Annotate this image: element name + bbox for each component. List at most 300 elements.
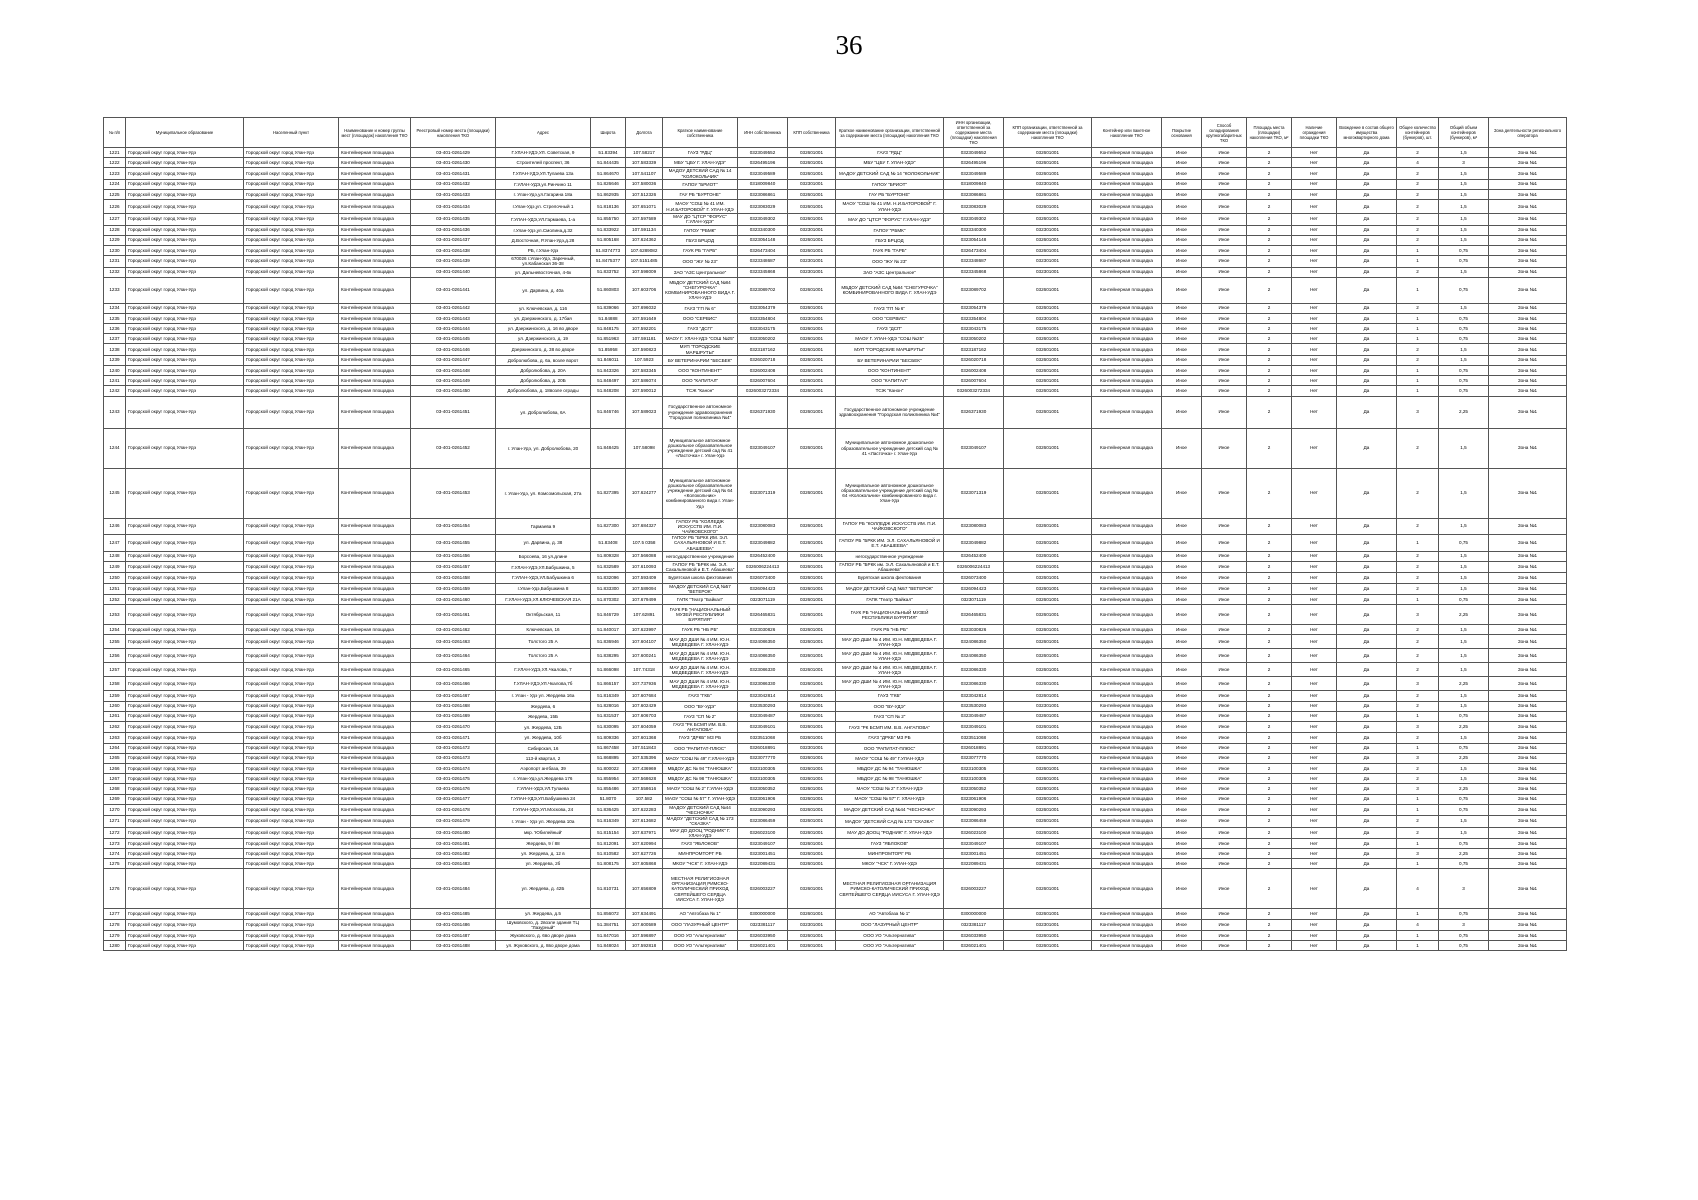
table-cell: 03-401-0261436 bbox=[411, 225, 496, 235]
table-cell: 1279 bbox=[104, 931, 126, 941]
table-cell: 1255 bbox=[104, 635, 126, 649]
table-cell: Зона №1 bbox=[1489, 733, 1567, 743]
table-cell: 4 bbox=[1397, 869, 1439, 909]
table-cell: 0,75 bbox=[1439, 804, 1489, 815]
table-cell: ГАПОУ РБ "БРКК им. Э.Л. Сахальяновой и Е.Т. Абашеева" bbox=[663, 562, 738, 573]
table-cell: 107.511843 bbox=[626, 743, 663, 753]
table-cell: 2 bbox=[1247, 663, 1292, 677]
table-cell: 1253 bbox=[104, 605, 126, 625]
table-cell: ГАУК РБ "НАЦИОНАЛЬНЫЙ МУЗЕЙ РЕСПУБЛИКИ БУРЯТИЯ" bbox=[836, 605, 944, 625]
table-cell: 03-401-0261470 bbox=[411, 721, 496, 732]
table-row bbox=[104, 784, 1567, 794]
table-cell: 1222 bbox=[104, 158, 126, 168]
table-cell: 032601001 bbox=[1004, 200, 1092, 214]
table-cell: Городской округ город Улан-Удэ bbox=[244, 691, 339, 701]
column-header: ИНН собственника bbox=[738, 118, 788, 148]
table-cell: 51.855750 bbox=[591, 214, 626, 225]
table-cell: Контейнерная площадка bbox=[1092, 849, 1162, 859]
table-cell: 0323086459 bbox=[738, 816, 788, 827]
table-cell: 03-401-0261479 bbox=[411, 816, 496, 827]
table-cell: Бурятская школа фехтования bbox=[663, 573, 738, 583]
table-cell: Да bbox=[1337, 649, 1397, 663]
table-cell: 51.848497 bbox=[591, 376, 626, 386]
table-row bbox=[104, 386, 1567, 396]
table-cell: МАУ ДО ДООЦ "РОДНИК" Г. УЛАН-УДЭ bbox=[836, 827, 944, 838]
table-cell: 0323001451 bbox=[738, 849, 788, 859]
table-cell: 0323030826 bbox=[944, 625, 1004, 635]
table-cell: 1268 bbox=[104, 784, 126, 794]
table-cell: Да bbox=[1337, 179, 1397, 189]
table-cell: Городской округ город Улан-Удэ bbox=[126, 595, 244, 605]
table-cell: 0326020718 bbox=[738, 355, 788, 365]
table-cell: 51.384751 bbox=[591, 919, 626, 930]
table-cell: Контейнерная площадка bbox=[1092, 733, 1162, 743]
table-cell: Зона №1 bbox=[1489, 334, 1567, 344]
table-cell: Зона №1 bbox=[1489, 691, 1567, 701]
table-cell: Городской округ город Улан-Удэ bbox=[244, 168, 339, 179]
table-cell: Зона №1 bbox=[1489, 245, 1567, 255]
table-cell: Нет bbox=[1292, 179, 1337, 189]
table-cell: 032301001 bbox=[1004, 701, 1092, 711]
table-cell: Контейнерная площадка bbox=[339, 303, 411, 313]
table-cell: 3 bbox=[1397, 721, 1439, 732]
table-cell: Городской округ город Улан-Удэ bbox=[126, 649, 244, 663]
table-cell: Городской округ город Улан-Удэ bbox=[244, 386, 339, 396]
table-cell: Иное bbox=[1162, 804, 1202, 815]
table-row bbox=[104, 753, 1567, 763]
table-cell: МАДОУ "ДЕТСКИЙ САД № 173 "СКАЗКА" bbox=[836, 816, 944, 827]
table-cell: Контейнерная площадка bbox=[339, 701, 411, 711]
table-row bbox=[104, 148, 1567, 158]
table-cell: Иное bbox=[1162, 794, 1202, 804]
table-cell: 0326473404 bbox=[944, 245, 1004, 255]
table-cell: Нет bbox=[1292, 763, 1337, 773]
table-cell: Нет bbox=[1292, 535, 1337, 552]
table-cell: 032601001 bbox=[788, 518, 836, 535]
table-cell: Иное bbox=[1202, 743, 1247, 753]
table-cell: Контейнерная площадка bbox=[1092, 168, 1162, 179]
table-cell: Иное bbox=[1162, 214, 1202, 225]
table-cell: Контейнерная площадка bbox=[339, 753, 411, 763]
table-cell: Нет bbox=[1292, 919, 1337, 930]
table-cell: 03-401-0261430 bbox=[411, 158, 496, 168]
table-cell: 107.606703 bbox=[626, 711, 663, 721]
table-cell: Иное bbox=[1162, 605, 1202, 625]
table-cell: Контейнерная площадка bbox=[339, 573, 411, 583]
table-cell: Иное bbox=[1202, 562, 1247, 573]
table-cell: Да bbox=[1337, 931, 1397, 941]
table-cell: 032601001 bbox=[788, 625, 836, 635]
table-cell: Контейнерная площадка bbox=[339, 711, 411, 721]
table-cell: 107.5151485 bbox=[626, 256, 663, 267]
table-cell: 032601001 bbox=[788, 649, 836, 663]
table-cell: МИНПРОМТОРГ РБ bbox=[663, 849, 738, 859]
table-cell: Иное bbox=[1162, 562, 1202, 573]
table-cell: Городской округ город Улан-Удэ bbox=[126, 859, 244, 869]
table-cell: 0,75 bbox=[1439, 313, 1489, 323]
table-cell: 032601001 bbox=[788, 214, 836, 225]
table-cell: 1233 bbox=[104, 277, 126, 303]
table-cell: Городской округ город Улан-Удэ bbox=[126, 256, 244, 267]
table-cell: 107.605868 bbox=[626, 859, 663, 869]
table-cell: ГАУЗ "ДСП" bbox=[836, 324, 944, 334]
table-cell: Нет bbox=[1292, 743, 1337, 753]
table-cell: 032601001 bbox=[788, 366, 836, 376]
table-cell: 107.590012 bbox=[626, 386, 663, 396]
table-cell: ЗАО "АЗС Центральное" bbox=[663, 267, 738, 277]
table-cell: 1261 bbox=[104, 711, 126, 721]
table-cell: Жердева, 15Б bbox=[496, 711, 591, 721]
table-cell: Иное bbox=[1202, 774, 1247, 784]
table-cell: 0326073400 bbox=[738, 573, 788, 583]
table-cell: 0323077770 bbox=[738, 753, 788, 763]
table-cell: 1240 bbox=[104, 366, 126, 376]
table-cell: 2 bbox=[1247, 535, 1292, 552]
table-cell: 0323054379 bbox=[738, 303, 788, 313]
table-cell: 0323080083 bbox=[944, 518, 1004, 535]
table-cell: 03-401-0261444 bbox=[411, 324, 496, 334]
table-cell: Иное bbox=[1202, 468, 1247, 518]
table-cell: Да bbox=[1337, 816, 1397, 827]
table-cell: Да bbox=[1337, 711, 1397, 721]
table-cell: Иное bbox=[1162, 468, 1202, 518]
table-cell: Контейнерная площадка bbox=[339, 313, 411, 323]
table-cell: Городской округ город Улан-Удэ bbox=[126, 468, 244, 518]
table-cell: Иное bbox=[1202, 366, 1247, 376]
table-cell: МЕСТНАЯ РЕЛИГИОЗНАЯ ОРГАНИЗАЦИЯ РИМСКО-КАТОЛИЧЕСКИЙ ПРИХОД СВЯТЕЙШЕГО СЕРДЦА ИИСУСА Г. УЛАН-УДЭ bbox=[663, 869, 738, 909]
table-cell: 0323043175 bbox=[944, 324, 1004, 334]
table-cell: Городской округ город Улан-Удэ bbox=[244, 743, 339, 753]
table-cell: 03-401-0261473 bbox=[411, 753, 496, 763]
table-cell: 2 bbox=[1397, 635, 1439, 649]
table-cell: 0323050352 bbox=[738, 784, 788, 794]
table-row bbox=[104, 277, 1567, 303]
table-cell: ГАУК РБ "НБ РБ" bbox=[663, 625, 738, 635]
table-cell: 2 bbox=[1247, 784, 1292, 794]
table-cell: Городской округ город Улан-Удэ bbox=[126, 518, 244, 535]
table-cell: 1,5 bbox=[1439, 816, 1489, 827]
table-cell: 107.591134 bbox=[626, 225, 663, 235]
table-cell: Иное bbox=[1162, 663, 1202, 677]
table-cell: Нет bbox=[1292, 245, 1337, 255]
table-cell: 2 bbox=[1397, 344, 1439, 355]
table-cell: Да bbox=[1337, 235, 1397, 245]
table-cell: Городской округ город Улан-Удэ bbox=[126, 225, 244, 235]
table-cell: МАУ ДО ДООЦ "РОДНИК" Г. УЛАН-УДЭ bbox=[663, 827, 738, 838]
table-cell: Контейнерная площадка bbox=[1092, 344, 1162, 355]
table-cell: 0,75 bbox=[1439, 245, 1489, 255]
table-cell: Городской округ город Улан-Удэ bbox=[126, 794, 244, 804]
table-cell: 032601001 bbox=[788, 849, 836, 859]
table-cell: 0323054148 bbox=[944, 235, 1004, 245]
table-cell: Городской округ город Улан-Удэ bbox=[244, 334, 339, 344]
table-cell: Иное bbox=[1162, 691, 1202, 701]
table-cell: Да bbox=[1337, 245, 1397, 255]
table-cell: 0,75 bbox=[1439, 941, 1489, 951]
table-cell: МАДОУ "ДЕТСКИЙ САД № 173 "СКАЗКА" bbox=[663, 816, 738, 827]
table-cell: 03-401-0261483 bbox=[411, 859, 496, 869]
table-cell: Иное bbox=[1202, 303, 1247, 313]
table-cell: Иное bbox=[1202, 753, 1247, 763]
table-row bbox=[104, 256, 1567, 267]
table-cell: МУП "ГОРОДСКИЕ МАРШРУТЫ" bbox=[836, 344, 944, 355]
table-cell: ул. Дарвина, д. 40а bbox=[496, 277, 591, 303]
table-cell: 51.866157 bbox=[591, 677, 626, 691]
table-cell: Иное bbox=[1162, 158, 1202, 168]
table-cell: 032301001 bbox=[788, 267, 836, 277]
table-cell: Г.УЛАН-УДЭ,УЛ.Гармаева, 1-а bbox=[496, 214, 591, 225]
column-header: ИНН организации, ответственной за содержание места (площадки) накопления ТКО bbox=[944, 118, 1004, 148]
table-cell: 0326495196 bbox=[738, 158, 788, 168]
table-cell: Зона №1 bbox=[1489, 214, 1567, 225]
table-cell: Контейнерная площадка bbox=[1092, 573, 1162, 583]
table-cell: 1,5 bbox=[1439, 551, 1489, 561]
table-cell: 0323345868 bbox=[738, 267, 788, 277]
table-cell: 032601001 bbox=[1004, 235, 1092, 245]
table-cell: 51.800022 bbox=[591, 763, 626, 773]
table-cell: Городской округ город Улан-Удэ bbox=[126, 334, 244, 344]
table-cell: Зона №1 bbox=[1489, 583, 1567, 594]
table-cell: ТСЖ "Канон" bbox=[836, 386, 944, 396]
table-cell: 0,75 bbox=[1439, 386, 1489, 396]
table-cell: Иное bbox=[1202, 179, 1247, 189]
table-cell: Г.УЛАН-УДЭ,УЛ. Советская, 9 bbox=[496, 148, 591, 158]
table-cell: Иное bbox=[1162, 869, 1202, 909]
table-cell: 1 bbox=[1397, 711, 1439, 721]
table-cell: Иное bbox=[1162, 179, 1202, 189]
table-cell: 0326007604 bbox=[738, 376, 788, 386]
table-cell: МБУ "ЦБУ Г. УЛАН-УДЭ" bbox=[836, 158, 944, 168]
table-cell: МАУ ДО "ЦТСР "ФОРУС" Г.УЛАН-УДЭ" bbox=[836, 214, 944, 225]
table-row bbox=[104, 743, 1567, 753]
table-cell: МБДОУ ДЕТСКИЙ САД №84 "СНЕГУРОЧКА" КОМБИНИРОВАННОГО ВИДА Г. УЛАН-УДЭ bbox=[663, 277, 738, 303]
table-cell: ГАУЗ "ГКБ" bbox=[663, 691, 738, 701]
table-cell: 1,5 bbox=[1439, 428, 1489, 468]
table-cell: 1,5 bbox=[1439, 214, 1489, 225]
table-cell: ул. Жердева, 2б bbox=[496, 859, 591, 869]
table-cell: Г.УЛАН-УДЭ,УЛ.Бабушкина 6 bbox=[496, 573, 591, 583]
table-cell: Городской округ город Улан-Удэ bbox=[244, 376, 339, 386]
table-cell: Иное bbox=[1162, 428, 1202, 468]
table-cell: 107.58098 bbox=[626, 428, 663, 468]
table-cell: ООО "КОНТИНЕНТ" bbox=[836, 366, 944, 376]
table-cell: 0323071119 bbox=[738, 595, 788, 605]
table-cell: Г.УЛАН-УДЭ,УЛ.КЛЮЧЕВСКАЯ 21А bbox=[496, 595, 591, 605]
table-cell: 032601001 bbox=[1004, 663, 1092, 677]
column-header: Покрытие основания bbox=[1162, 118, 1202, 148]
table-cell: 1258 bbox=[104, 677, 126, 691]
table-cell: 032601001 bbox=[788, 931, 836, 941]
table-cell: 03-401-0261488 bbox=[411, 941, 496, 951]
table-cell: Контейнерная площадка bbox=[339, 721, 411, 732]
table-cell: 1231 bbox=[104, 256, 126, 267]
table-cell: Городской округ город Улан-Удэ bbox=[126, 562, 244, 573]
table-cell: 2,25 bbox=[1439, 721, 1489, 732]
table-cell: ООО "КОНТИНЕНТ" bbox=[663, 366, 738, 376]
table-cell: ГАУЗ "РДЦ" bbox=[663, 148, 738, 158]
table-cell: 51.832096 bbox=[591, 573, 626, 583]
table-cell: 2 bbox=[1247, 743, 1292, 753]
table-cell: 51.846746 bbox=[591, 396, 626, 428]
table-cell: Городской округ город Улан-Удэ bbox=[244, 721, 339, 732]
table-cell: 107.596897 bbox=[626, 931, 663, 941]
table-cell: 2 bbox=[1247, 158, 1292, 168]
table-cell: 03-401-0261486 bbox=[411, 919, 496, 930]
table-cell: 0324086350 bbox=[944, 649, 1004, 663]
table-cell: 1 bbox=[1397, 838, 1439, 848]
table-cell: Городской округ город Улан-Удэ bbox=[244, 148, 339, 158]
table-cell: 51.843326 bbox=[591, 366, 626, 376]
table-row bbox=[104, 396, 1567, 428]
table-cell: Контейнерная площадка bbox=[339, 649, 411, 663]
table-cell: 107.583339 bbox=[626, 158, 663, 168]
table-cell: Да bbox=[1337, 551, 1397, 561]
table-cell: МБДОУ ДС № 94 "ТАНЮШКА" bbox=[836, 763, 944, 773]
table-cell: 51.810582 bbox=[591, 849, 626, 859]
table-cell: 03-401-0261439 bbox=[411, 256, 496, 267]
table-cell: 2,25 bbox=[1439, 753, 1489, 763]
table-cell: Иное bbox=[1202, 595, 1247, 605]
table-cell: Городской округ город Улан-Удэ bbox=[126, 816, 244, 827]
table-cell: 0,75 bbox=[1439, 366, 1489, 376]
table-cell: ГАУЗ "ГП № 6" bbox=[836, 303, 944, 313]
table-cell: Зона №1 bbox=[1489, 909, 1567, 919]
table-cell: Зона №1 bbox=[1489, 721, 1567, 732]
table-cell: Городской округ город Улан-Удэ bbox=[244, 551, 339, 561]
table-cell: Иное bbox=[1202, 721, 1247, 732]
table-cell: Да bbox=[1337, 366, 1397, 376]
table-cell: 032601001 bbox=[1004, 941, 1092, 951]
table-cell: Нет bbox=[1292, 366, 1337, 376]
table-cell: 1,5 bbox=[1439, 733, 1489, 743]
table-cell: Да bbox=[1337, 386, 1397, 396]
table-cell: 51.83394 bbox=[591, 148, 626, 158]
table-cell: ГАПОУ "РБМК" bbox=[663, 225, 738, 235]
table-cell: 107.74318 bbox=[626, 663, 663, 677]
table-cell: 2 bbox=[1247, 256, 1292, 267]
table-cell: 0323100305 bbox=[944, 774, 1004, 784]
table-cell: Контейнерная площадка bbox=[339, 324, 411, 334]
table-cell: Нет bbox=[1292, 386, 1337, 396]
table-cell: Иное bbox=[1202, 324, 1247, 334]
table-cell: 0323050352 bbox=[944, 784, 1004, 794]
table-cell: Иное bbox=[1162, 386, 1202, 396]
table-cell: 1 bbox=[1397, 941, 1439, 951]
table-cell: Да bbox=[1337, 573, 1397, 583]
table-cell: 1251 bbox=[104, 583, 126, 594]
table-cell: 1238 bbox=[104, 344, 126, 355]
table-cell: Иное bbox=[1202, 158, 1247, 168]
table-cell: Городской округ город Улан-Удэ bbox=[244, 763, 339, 773]
table-cell: Городской округ город Улан-Удэ bbox=[126, 711, 244, 721]
table-cell: 03-401-0261468 bbox=[411, 701, 496, 711]
table-cell: 1,5 bbox=[1439, 518, 1489, 535]
table-cell: 1 bbox=[1397, 277, 1439, 303]
table-cell: 0323090293 bbox=[944, 804, 1004, 815]
table-cell: 1,5 bbox=[1439, 583, 1489, 594]
table-cell: Нет bbox=[1292, 518, 1337, 535]
table-cell: Городской округ город Улан-Удэ bbox=[126, 324, 244, 334]
table-cell: Иное bbox=[1162, 225, 1202, 235]
table-row bbox=[104, 625, 1567, 635]
table-cell: Иное bbox=[1162, 838, 1202, 848]
table-cell: 032601001 bbox=[788, 303, 836, 313]
column-header: Адрес bbox=[496, 118, 591, 148]
table-cell: ул. Добролюбова, 6А bbox=[496, 396, 591, 428]
table-cell: Иное bbox=[1202, 200, 1247, 214]
table-cell: Городской округ город Улан-Удэ bbox=[244, 733, 339, 743]
table-cell: Добролюбова, д. 18возле ограды bbox=[496, 386, 591, 396]
table-cell: 03-401-0261441 bbox=[411, 277, 496, 303]
table-cell: 1,5 bbox=[1439, 625, 1489, 635]
table-cell: 1,5 bbox=[1439, 267, 1489, 277]
table-cell: 3 bbox=[1397, 784, 1439, 794]
table-cell: 032601001 bbox=[788, 941, 836, 951]
table-cell: Городской округ город Улан-Удэ bbox=[126, 376, 244, 386]
table-cell: ГАПОУ РБ "КОЛЛЕДЖ ИСКУССТВ ИМ. П.И. ЧАЙКОВСКОГО" bbox=[663, 518, 738, 535]
table-cell: Толстого 25 А bbox=[496, 635, 591, 649]
table-cell: Городской округ город Улан-Удэ bbox=[244, 583, 339, 594]
table-cell: Городской округ город Улан-Удэ bbox=[244, 931, 339, 941]
table-cell: Г.УЛАН-УДЭ,ул.Ринчино 11 bbox=[496, 179, 591, 189]
table-cell: 032301001 bbox=[1004, 225, 1092, 235]
table-cell: Городской округ город Улан-Удэ bbox=[126, 869, 244, 909]
table-cell: 032301001 bbox=[788, 919, 836, 930]
table-row bbox=[104, 200, 1567, 214]
table-cell: Иное bbox=[1202, 677, 1247, 691]
table-cell: Иное bbox=[1162, 256, 1202, 267]
table-cell: Нет bbox=[1292, 235, 1337, 245]
table-cell: ул. Ключевская, д. 116 bbox=[496, 303, 591, 313]
table-cell: 03-401-0261484 bbox=[411, 869, 496, 909]
table-cell: 0323049552 bbox=[944, 148, 1004, 158]
table-cell: Иное bbox=[1202, 941, 1247, 951]
table-cell: 51.83408 bbox=[591, 535, 626, 552]
table-cell: Иное bbox=[1162, 753, 1202, 763]
table-cell: Нет bbox=[1292, 635, 1337, 649]
table-cell: Контейнерная площадка bbox=[1092, 158, 1162, 168]
table-cell: Иное bbox=[1162, 267, 1202, 277]
table-cell: 032601001 bbox=[788, 753, 836, 763]
table-cell: Контейнерная площадка bbox=[1092, 551, 1162, 561]
table-cell: БУ ВЕТЕРИНАРИИ "БЕСБЕК" bbox=[663, 355, 738, 365]
table-cell: 03-401-0261471 bbox=[411, 733, 496, 743]
table-cell: Контейнерная площадка bbox=[339, 816, 411, 827]
table-cell: Контейнерная площадка bbox=[1092, 774, 1162, 784]
table-cell: 032601001 bbox=[1004, 635, 1092, 649]
table-cell: 032601001 bbox=[1004, 334, 1092, 344]
table-cell: Контейнерная площадка bbox=[339, 838, 411, 848]
table-cell: Контейнерная площадка bbox=[1092, 663, 1162, 677]
table-cell: 51.84888 bbox=[591, 313, 626, 323]
table-cell: Нет bbox=[1292, 277, 1337, 303]
table-cell: ООО "РАПИТАТ-ПЛЮС" bbox=[836, 743, 944, 753]
table-cell: 0323049101 bbox=[944, 721, 1004, 732]
table-cell: 03-401-0261466 bbox=[411, 677, 496, 691]
table-cell: МАОУ "СОШ № 2" Г.УЛАН-УДЭ bbox=[663, 784, 738, 794]
table-cell: РБ, г.Улан-Удэ bbox=[496, 245, 591, 255]
table-cell: Да bbox=[1337, 148, 1397, 158]
table-cell: 1270 bbox=[104, 804, 126, 815]
table-cell: 51.830095 bbox=[591, 721, 626, 732]
table-cell: Городской округ город Улан-Удэ bbox=[244, 256, 339, 267]
table-cell: Контейнерная площадка bbox=[339, 859, 411, 869]
table-cell: Городской округ город Улан-Удэ bbox=[126, 625, 244, 635]
table-cell: ул. Жердева, д. 42Б bbox=[496, 869, 591, 909]
table-cell: 03-401-0261461 bbox=[411, 605, 496, 625]
table-cell: Зона №1 bbox=[1489, 277, 1567, 303]
table-cell: ГАПК "Театр "Байкал" bbox=[663, 595, 738, 605]
